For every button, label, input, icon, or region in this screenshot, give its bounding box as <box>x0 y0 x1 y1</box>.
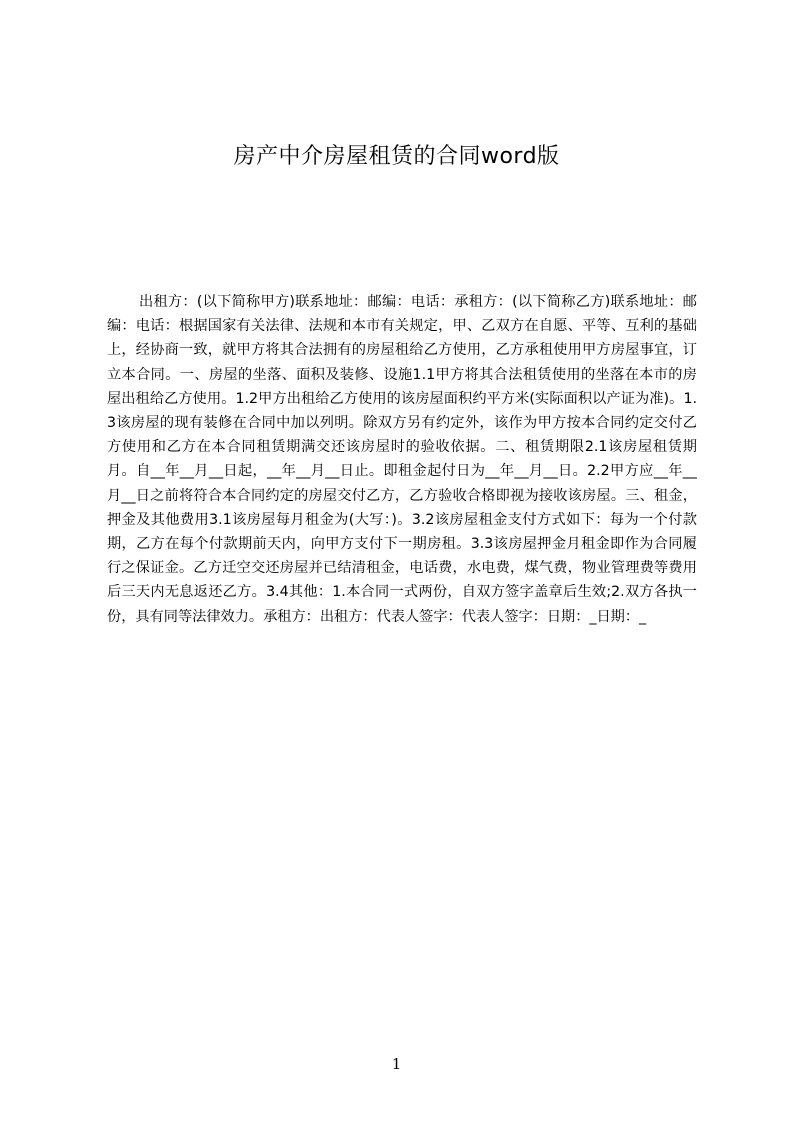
document-title: 房产中介房屋租赁的合同word版 <box>233 144 560 169</box>
contract-body-text: 出租方：(以下简称甲方)联系地址：邮编：电话：承租方：(以下简称乙方)联系地址：邮编：电话：根据国家有关法律、法规和本市有关规定，甲、乙双方在自愿、平等、互利的基础上，经协商一致，就甲方将其合法拥有的房屋租给乙方使用，乙方承租使用甲方房屋事宜，订立本合同。一、房屋的坐落、面积及装修、设施1.1甲方将其合法租赁使用的坐落在本市的房屋出租给乙方使用。1.2甲方出租给乙方使用的该房屋面积约平方米(实际面积以产证为准)。1.3该房屋的现有装修在合同中加以列明。除双方另有约定外，该作为甲方按本合同约定交付乙方使用和乙方在本合同租赁期满交还该房屋时的验收依据。二、租赁期限2.1该房屋租赁期月。自__年__月__日起，__年__月__日止。即租金起付日为__年__月__日。2.2甲方应__年__月__日之前将符合本合同约定的房屋交付乙方，乙方验收合格即视为接收该房屋。三、租金，押金及其他费用3.1该房屋每月租金为(大写：)。3.2该房屋租金支付方式如下：每为一个付款期，乙方在每个付款期前天内，向甲方支付下一期房租。3.3该房屋押金月租金即作为合同履行之保证金。乙方迁空交还房屋并已结清租金，电话费，水电费，煤气费，物业管理费等费用后三天内无息返还乙方。3.4其他：1.本合同一式两份，自双方签字盖章后生效;2.双方各执一份，具有同等法律效力。承租方：出租方：代表人签字：代表人签字：日期：_日期：_ <box>107 294 697 625</box>
page-number: 1 <box>391 1055 402 1073</box>
